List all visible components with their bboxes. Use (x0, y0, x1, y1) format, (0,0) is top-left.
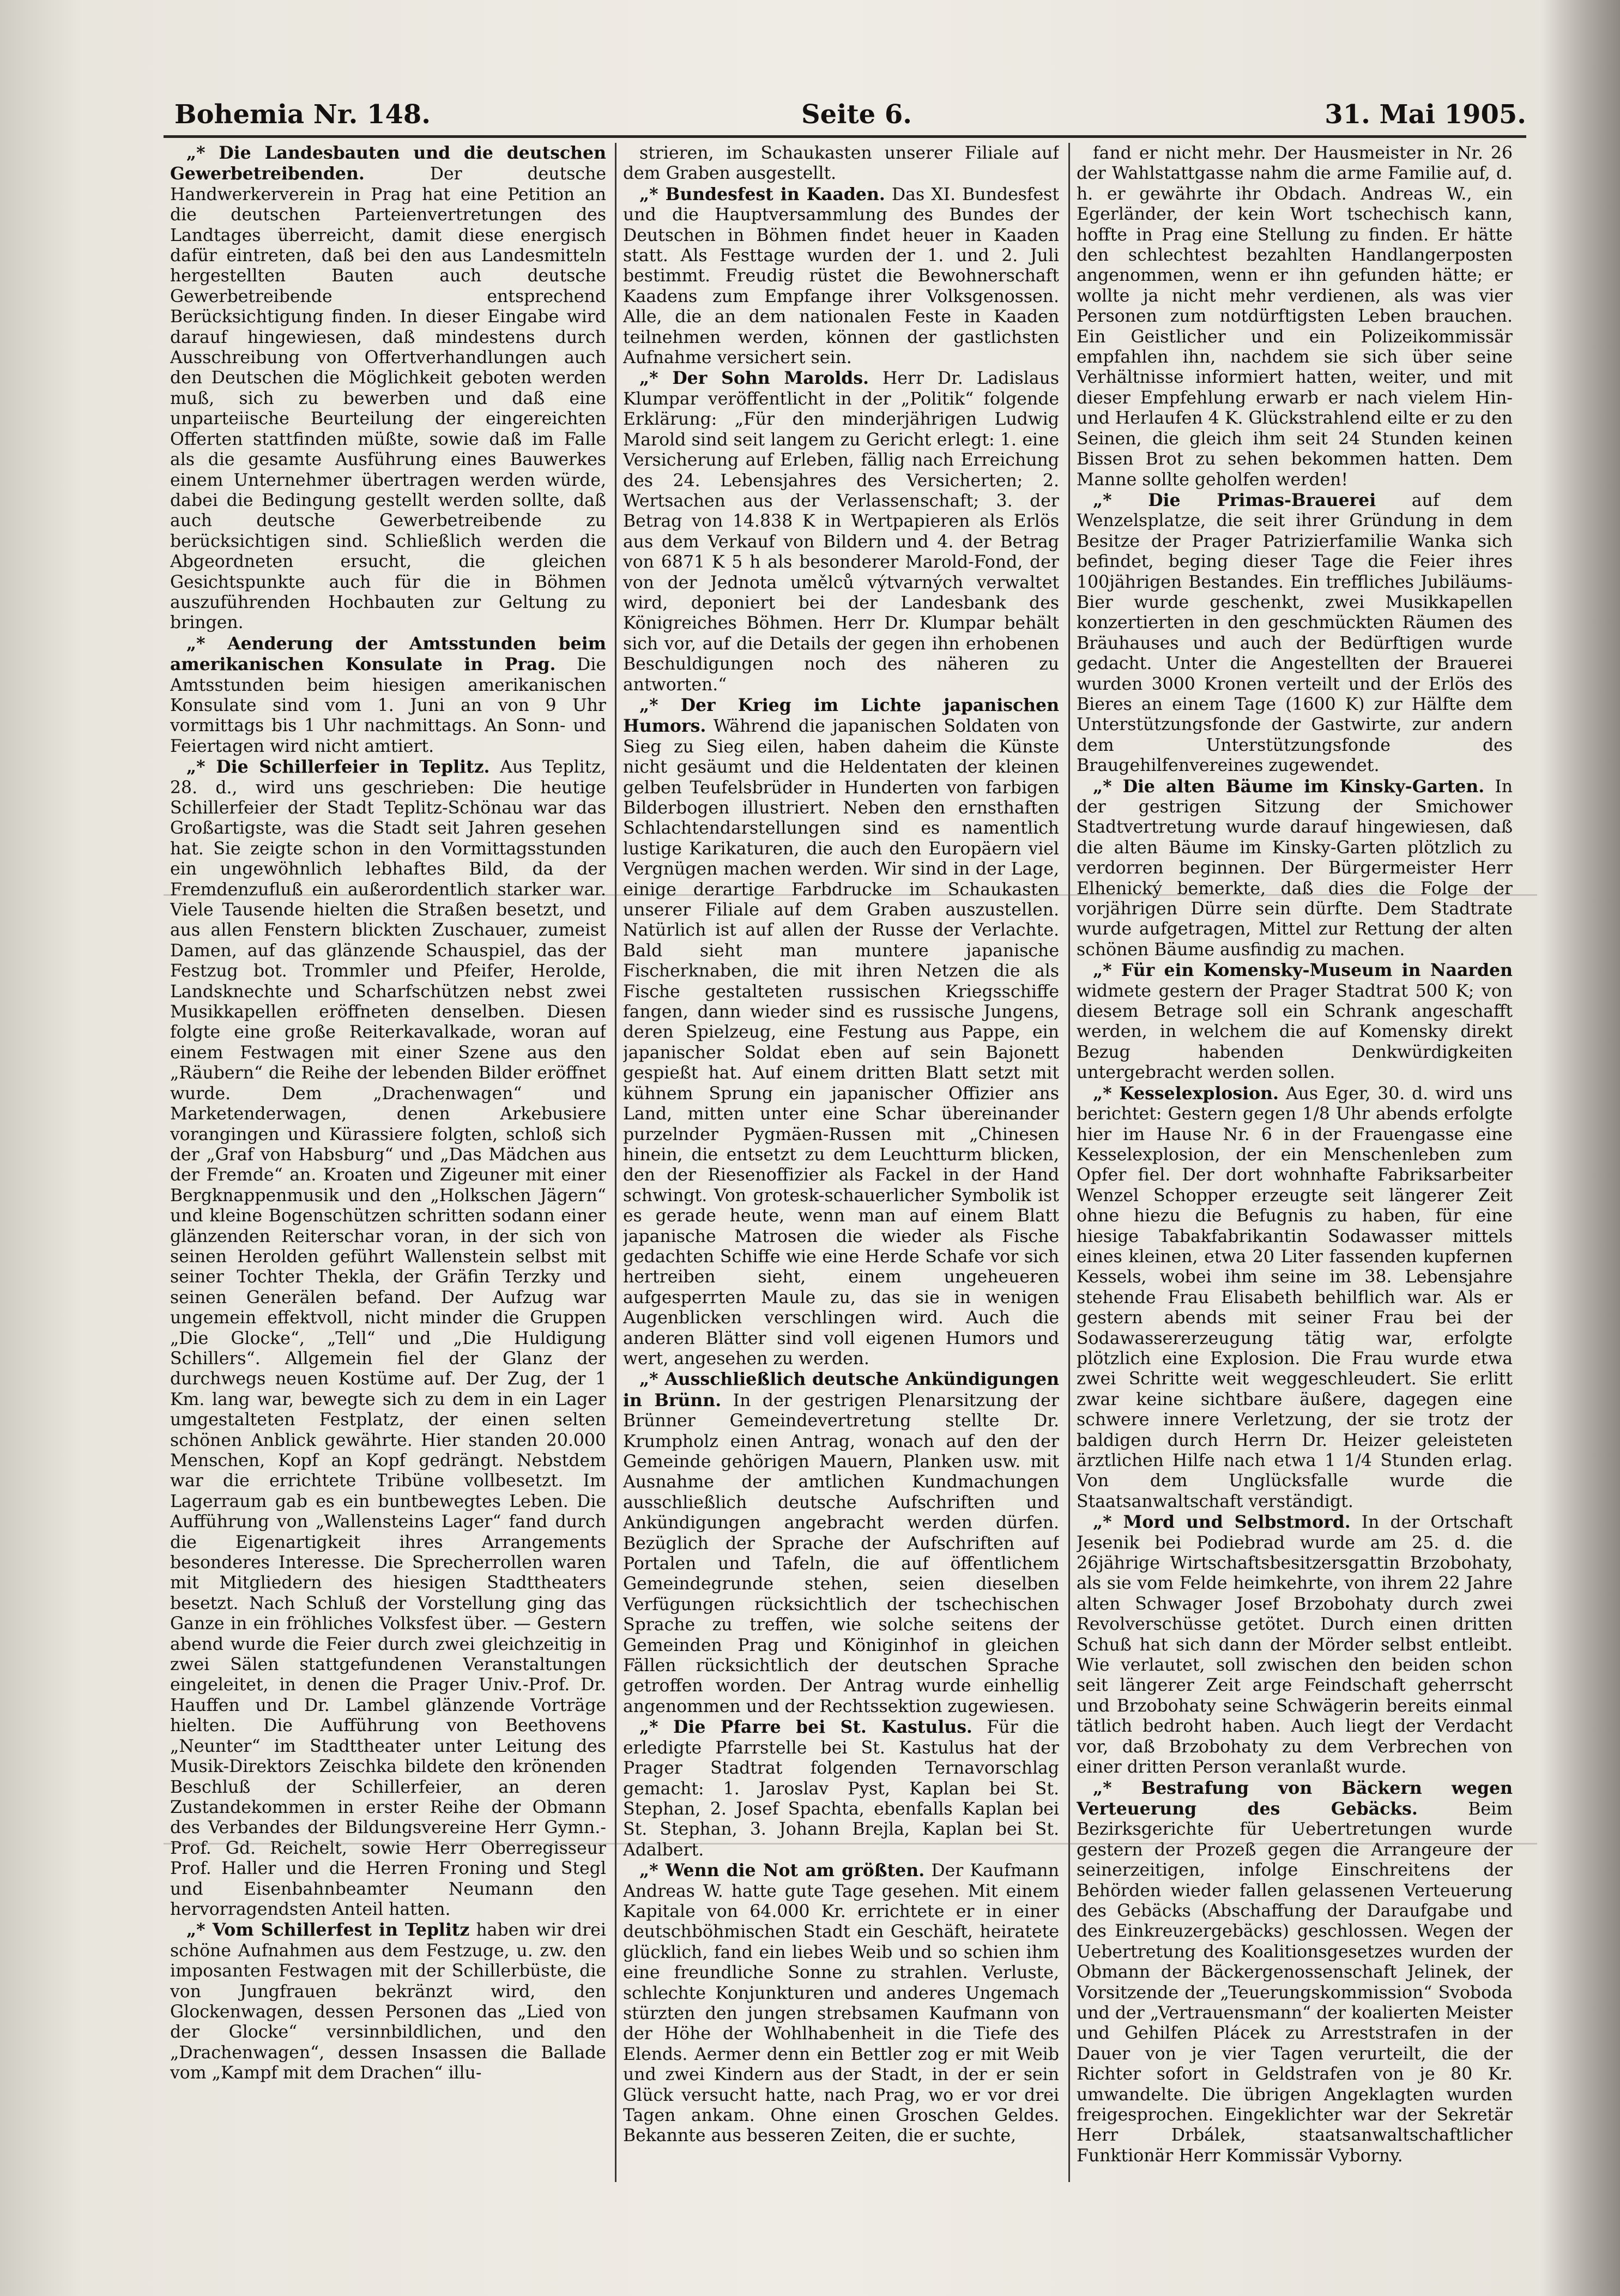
article-headline: „* Vom Schillerfest in Teplitz (186, 1920, 470, 1941)
article-headline: „* Mord und Selbstmord. (1093, 1512, 1351, 1533)
issue-date: 31. Mai 1905. (1325, 99, 1526, 130)
article (623, 1717, 1059, 1860)
article (170, 757, 606, 1920)
page-header (174, 99, 1526, 137)
article-body: Aus Eger, 30. d. wird uns berichtet: Gestern gegen 1/8 Uhr abends erfolgte hier im Hause Nr. 6 in der Frauengasse eine Kesselexplosion, der ein Menschenleben zum Opfer fiel. Der dort wohnhafte Fabriksarbeiter Wenzel Schopper erzeugte seit längerer Zeit ohne hiezu die Befugnis zu haben, für eine hiesige Tabakfabrikantin Sodawasser mittels eines kleinen, etwa 20 Liter fassenden kupfernen Kessels, wobei ihm seine im 38. Lebensjahre stehende Frau Elisabeth behilflich war. Als er gestern abends mit seiner Frau bei der Sodawassererzeugung tätig war, erfolgte plötzlich eine Explosion. Die Frau wurde etwa zwei Schritte weit weggeschleudert. Sie erlitt zwar keine sichtbare äußere, dagegen eine schwere innere Verletzung, der sie trotz der baldigen durch Herrn Dr. Heizer geleisteten ärztlichen Hilfe nach etwa 1 1/4 Stunden erlag. Von dem Unglücksfalle wurde die Staatsanwaltschaft verständigt. (1077, 1083, 1513, 1511)
article-headline: „* Der Krieg im Lichte japanischen Humors. (623, 695, 1059, 737)
article-body: Das XI. Bundesfest und die Hauptversammlung des Bundes der Deutschen in Böhmen findet heuer in Kaaden statt. Als Festtage wurden der 1. und 2. Juli bestimmt. Freudig rüstet die Bewohnerschaft Kaadens zum Empfange ihrer Volksgenossen. Alle, die an dem nationalen Feste in Kaaden teilnehmen werden, können der gastlichsten Aufnahme versichert sein. (623, 184, 1059, 368)
article (1077, 1512, 1513, 1777)
column-rule (1068, 143, 1070, 2182)
page-edge-shadow (1544, 0, 1620, 2296)
article-headline: „* Bestrafung von Bäckern wegen Verteuerung des Gebäcks. (1077, 1777, 1513, 1819)
column-3 (1077, 143, 1513, 2182)
article (623, 368, 1059, 695)
article-headline: „* Aenderung der Amtsstunden beim amerikanischen Konsulate in Prag. (170, 633, 606, 675)
article-body: Herr Dr. Ladislaus Klumpar veröffentlicht in der „Politik“ folgende Erklärung: „Für den minderjährigen Ludwig Marold sind seit langem zu Gericht erlegt: 1. eine Versicherung auf Erleben, fällig nach Erreichung des 24. Lebensjahres des Versicherten; 2. Wertsachen aus der Verlassenschaft; 3. der Betrag von 14.838 K in Wertpapieren als Erlös aus dem Verkauf von Bildern und 4. der Betrag von 6871 K 5 h als besonderer Marold-Fond, der von der Jednota umělců výtvarných verwaltet wird, deponiert bei der Landesbank des Königreiches Böhmen. Herr Dr. Klumpar behält sich vor, auf die Details der gegen ihn erhobenen Beschuldigungen noch des näheren zu antworten.“ (623, 369, 1059, 695)
article-body: Die Amtsstunden beim hiesigen amerikanischen Konsulate sind vom 1. Juni an von 9 Uhr vormittags bis 1 Uhr nachmittags. An Sonn- und Feiertagen wird nicht amtiert. (170, 655, 606, 756)
article (1077, 960, 1513, 1083)
article (1077, 1778, 1513, 2167)
article-body: In der gestrigen Plenarsitzung der Brünner Gemeindevertretung stellte Dr. Krumpholz einen Antrag, wonach auf den der Gemeinde gehörigen Mauern, Planken usw. mit Ausnahme der amtlichen Kundmachungen ausschließlich deutsche Aufschriften und Ankündigungen angebracht werden dürfen. Bezüglich der Sprache der Aufschriften auf Portalen und Tafeln, die auf öffentlichem Gemeindegrunde stehen, seien dieselben Verfügungen rücksichtlich der tschechischen Sprache zu treffen, wie solche seitens der Gemeinden Prag und Königinhof in gleichen Fällen rücksichtlich der deutschen Sprache getroffen worden. Der Antrag wurde einhellig angenommen und der Rechtssektion zugewiesen. (623, 1390, 1059, 1716)
article (1077, 143, 1513, 490)
article-headline: „* Die Primas-Brauerei (1093, 490, 1376, 510)
article-body: Während die japanischen Soldaten von Sieg zu Sieg eilen, haben daheim die Künste nicht gesäumt und die Heldentaten der kleinen gelben Teufelsbrüder in Hunderten von farbigen Bilderbogen illustriert. Neben den ernsthaften Schlachtendarstellungen sind es namentlich lustige Karikaturen, die auch den Europäern viel Vergnügen machen werden. Wir sind in der Lage, einige derartige Farbdrucke im Schaukasten unserer Filiale auf dem Graben auszustellen. Natürlich ist auf allen der Russe der Verlachte. Bald sieht man muntere japanische Fischerknaben, die mit ihren Netzen die als Fische gestalteten russischen Kriegsschiffe fangen, dann wieder sind es russische Jungens, deren Spielzeug, eine Festung aus Pappe, ein japanischer Soldat eben auf sein Bajonett gespießt hat. Auf einem dritten Blatt setzt mit kühnem Sprung ein japanischer Offizier ans Land, mitten unter eine Schar übereinander purzelnder Pygmäen-Russen mit „Chinesen hinein, die entsetzt zu dem Leuchtturm blicken, den der Riesenoffizier als Fackel in der Hand schwingt. Von grotesk-schauerlicher Symbolik ist es gerade heute, wenn man auf einem Blatt japanische Matrosen die wieder als Fische gedachten Schiffe wie eine Herde Schafe vor sich hertreiben sieht, einem ungeheueren aufgesperrten Maule zu, das sie in wenigen Augenblicken verschlingen wird. Auch die anderen Blätter sind voll eigenen Humors und wert, angesehen zu werden. (623, 716, 1059, 1369)
article (170, 1920, 606, 2083)
article-headline: „* Die Pfarre bei St. Kastulus. (639, 1717, 972, 1738)
article-body: In der Ortschaft Jesenik bei Podiebrad wurde am 25. d. die 26jährige Wirtschaftsbesitzersgattin Brzobohaty, als sie vom Felde heimkehrte, von ihrem 22 Jahre alten Schwager Josef Brzobohaty durch zwei Revolverschüsse getötet. Durch einen dritten Schuß hat sich dann der Mörder selbst entleibt. Wie verlautet, soll zwischen den beiden schon seit längerer Zeit arge Feindschaft geherrscht und Brzobohaty seine Schwägerin bereits einmal tätlich bedroht haben. Auch liegt der Verdacht vor, daß Brzobohaty zu dem Verbrechen von einer dritten Person veranlaßt wurde. (1077, 1512, 1513, 1777)
article-headline: „* Der Sohn Marolds. (639, 368, 869, 389)
article-headline: „* Für ein Komensky-Museum in Naarden (1093, 960, 1513, 981)
column-rule (615, 143, 616, 2182)
paper-fold-line (164, 894, 1537, 896)
article-headline: „* Die Landesbauten und die deutschen Gewerbetreibenden. (170, 143, 606, 184)
article-headline: „* Wenn die Not am größten. (639, 1860, 925, 1881)
article (1077, 490, 1513, 776)
article-body: auf dem Wenzelsplatze, die seit ihrer Gründung in dem Besitze der Prager Patrizierfamilie Wanka sich befindet, beging dieser Tage die Feier ihres 100jährigen Bestandes. Ein treffliches Jubiläums-Bier wurde geschenkt, zwei Musikkapellen konzertierten in den geschmückten Räumen des Bräuhauses und auch der Bedürftigen wurde gedacht. Unter die Angestellten der Brauerei wurden 3000 Kronen verteilt und der Erlös des Bieres an einem Tage (1600 K) zur Hälfte dem Unterstützungsfonde der Gastwirte, zur andern dem Unterstützungsfonde des Braugehilfenvereines zugewendet. (1077, 490, 1513, 776)
article-headline: „* Die alten Bäume im Kinsky-Garten. (1093, 776, 1485, 797)
article (623, 184, 1059, 369)
article-body: strieren, im Schaukasten unserer Filiale auf dem Graben ausgestellt. (623, 143, 1059, 184)
article (623, 143, 1059, 184)
article-body: Der deutsche Handwerkerverein in Prag hat eine Petition an die deutschen Parteienvertretungen des Landtages überreicht, damit diese energisch dafür eintreten, daß bei den aus Landesmitteln hergestellten Bauten auch deutsche Gewerbetreibende entsprechend Berücksichtigung finden. In dieser Eingabe wird darauf hingewiesen, daß mindestens durch Ausschreibung von Offertverhandlungen auch den Deutschen die Möglichkeit geboten werden muß, sich zu bewerben und daß eine unparteiische Beurteilung der eingereichten Offerten stattfinden müßte, sowie daß im Falle als die gesamte Ausführung eines Bauwerkes einem Unternehmer übertragen werden würde, dabei die Bedingung gestellt werden sollte, daß auch deutsche Gewerbetreibende zu berücksichtigen sind. Schließlich werden die Abgeordneten ersucht, die gleichen Gesichtspunkte auch für die in Böhmen auszuführenden Hochbauten zur Geltung zu bringen. (170, 164, 606, 633)
header-rule (164, 135, 1526, 138)
page-number: Seite 6. (801, 99, 912, 130)
article-body: widmete gestern der Prager Stadtrat 500 K; von diesem Betrage soll ein Schrank angeschafft werden, in welchem die auf Komensky direkt Bezug habenden Denkwürdigkeiten untergebracht werden sollen. (1077, 981, 1513, 1083)
issue-label: Bohemia Nr. 148. (174, 99, 431, 130)
article (1077, 776, 1513, 961)
article-body: Aus Teplitz, 28. d., wird uns geschrieben: Die heutige Schillerfeier der Stadt Teplitz-Schönau war das Großartigste, was die Stadt seit Jahren gesehen hat. Sie zeigte schon in den Vormittagsstunden ein ungewöhnlich lebhaftes Bild, da der Fremdenzufluß ein außerordentlich starker war. Viele Tausende hielten die Straßen besetzt, und aus allen Fenstern blickten Zuschauer, zumeist Damen, auf das glänzende Schauspiel, das der Festzug bot. Trommler und Pfeifer, Herolde, Landsknechte und Scharfschützen nebst zwei Musikkapellen eröffneten denselben. Diesen folgte eine große Reiterkavalkade, woran auf einem Festwagen mit einer Szene aus den „Räubern“ die Reihe der lebenden Bilder eröffnet wurde. Dem „Drachenwagen“ und Marketenderwagen, denen Arkebusiere vorangingen und Kürassiere folgten, schloß sich der „Graf von Habsburg“ und „Das Mädchen aus der Fremde“ an. Kroaten und Zigeuner mit einer Bergknappenmusik und den „Holkschen Jägern“ und kleine Bogenschützen schritten sodann einer glänzenden Reiterschar voran, in der sich von seinen Herolden geführt Wallenstein selbst mit seiner Tochter Thekla, der Gräfin Terzky und seinen Generälen befand. Der Aufzug war ungemein effektvoll, nicht minder die Gruppen „Die Glocke“, „Tell“ und „Die Huldigung Schillers“. Allgemein fiel der Glanz der durchwegs neuen Kostüme auf. Der Zug, der 1 Km. lang war, bewegte sich zu dem in ein Lager umgestalteten Festplatz, der einen selten schönen Anblick gewährte. Hier standen 20.000 Menschen, Kopf an Kopf gedrängt. Nebstdem war die errichtete Tribüne vollbesetzt. Im Lagerraum gab es ein buntbewegtes Leben. Die Aufführung von „Wallensteins Lager“ fand durch die Eigenartigkeit ihres Arrangements besonderes Interesse. Die Sprecherrollen waren mit Mitgliedern des hiesigen Stadttheaters besetzt. Nach Schluß der Vorstellung ging das Ganze in ein fröhliches Volksfest über. — Gestern abend wurde die Feier durch zwei gleichzeitig in zwei Sälen stattgefundenen Veranstaltungen eingeleitet, in denen die Prager Univ.-Prof. Dr. Hauffen und Dr. Lambel glänzende Vorträge hielten. Die Aufführung von Beethovens „Neunter“ im Stadttheater unter Leitung des Musik-Direktors Zeischka bildete den krönenden Beschluß der Schillerfeier, an deren Zustandekommen in erster Reihe der Obmann des Verbandes der Bildungsvereine Herr Gymn.-Prof. Gd. Reichelt, sowie Herr Oberregisseur Prof. Haller und die Herren Froning und Stegl und Eisenbahnbeamter Neumann den hervorragendsten Anteil hatten. (170, 757, 606, 1919)
article-headline: „* Bundesfest in Kaaden. (639, 184, 885, 204)
paper-fold-line (164, 1843, 1537, 1845)
article (623, 1369, 1059, 1717)
article (623, 695, 1059, 1369)
article-body: Beim Bezirksgerichte für Uebertretungen wurde gestern der Prozeß gegen die Arrangeure der seinerzeitigen, infolge Einschreitens der Behörden wieder fallen gelassenen Verteuerung des Gebäcks (Abschaffung der Daraufgabe und des Einkreuzergebäcks) geschlossen. Wegen der Uebertretung des Koalitionsgesetzes wurden der Obmann der Bäckergenossenschaft Jelinek, der Vorsitzende der „Teuerungskommission“ Svoboda und der „Vertrauensmann“ der koalierten Meister und Gehilfen Plácek zu Arreststrafen in der Dauer von je vier Tagen verurteilt, die der Richter sofort in Geldstrafen von je 80 Kr. umwandelte. Die übrigen Angeklagten wurden freigesprochen. Eingeklichter war der Sekretär Herr Drbálek, staatsanwaltschaftlicher Funktionär Herr Kommissär Vyborny. (1077, 1799, 1513, 2166)
article-body: Für die erledigte Pfarrstelle bei St. Kastulus hat der Prager Stadtrat folgenden Ternavorschlag gemacht: 1. Jaroslav Pyst, Kaplan bei St. Stephan, 2. Josef Spachta, ebenfalls Kaplan bei St. Stephan, 3. Johann Brejla, Kaplan bei St. Adalbert. (623, 1718, 1059, 1860)
article (1077, 1083, 1513, 1512)
column-2 (623, 143, 1059, 2182)
article (170, 634, 606, 757)
article-body: haben wir drei schöne Aufnahmen aus dem Festzuge, u. zw. den imposanten Festwagen mit der Schillerbüste, die von Jungfrauen bekränzt wird, den Glockenwagen, dessen Personen das „Lied von der Glocke“ versinnbildlichen, und den „Drachenwagen“, dessen Insassen die Ballade vom „Kampf mit dem Drachen“ illu- (170, 1920, 606, 2083)
article-body: fand er nicht mehr. Der Hausmeister in Nr. 26 der Wahlstattgasse nahm die arme Familie auf, d. h. er gewährte ihr Obdach. Andreas W., ein Egerländer, der kein Wort tschechisch kann, hoffte in Prag eine Stellung zu finden. Er hätte den schlechtest bezahlten Handlangerposten angenommen, wenn er ihn gefunden hätte; er wollte ja nicht mehr verdienen, als was vier Personen zum notdürftigsten Leben brauchen. Ein Geistlicher und ein Polizeikommissär empfahlen ihn, nachdem sie sich über seine Verhältnisse informiert hatten, weiter, und mit dieser Empfehlung erwarb er nach vielem Hin- und Herlaufen 4 K. Glückstrahlend eilte er zu den Seinen, die gleich ihm seit 24 Stunden keinen Bissen Brot zu sehen bekommen hatten. Dem Manne sollte geholfen werden! (1077, 143, 1513, 490)
article-body: Der Kaufmann Andreas W. hatte gute Tage gesehen. Mit einem Kapitale von 64.000 Kr. errichtete er in einer deutschböhmischen Stadt ein Geschäft, heiratete glücklich, fand ein liebes Weib und so schien ihm eine freundliche Sonne zu strahlen. Verluste, schlechte Konjunkturen und anderes Ungemach stürzten den jungen strebsamen Kaufmann von der Höhe der Wohlhabenheit in die Tiefe des Elends. Aermer denn ein Bettler zog er mit Weib und zwei Kindern aus der Stadt, in der er sein Glück versucht hatte, nach Prag, wo er vor drei Tagen ankam. Ohne einen Groschen Geldes. Bekannte aus besseren Zeiten, die er suchte, (623, 1861, 1059, 2146)
article (623, 1860, 1059, 2147)
article-headline: „* Kesselexplosion. (1093, 1083, 1279, 1104)
column-1 (170, 143, 606, 2182)
article-headline: „* Die Schillerfeier in Teplitz. (186, 757, 490, 778)
article-body: In der gestrigen Sitzung der Smichower Stadtvertretung wurde darauf hingewiesen, daß die alten Bäume im Kinsky-Garten plötzlich zu verdorren beginnen. Der Bürgermeister Herr Elhenický bemerkte, daß dies die Folge der vorjährigen Dürre sein dürfte. Dem Stadtrate wurde aufgetragen, Mittel zur Rettung der alten schönen Bäume ausfindig zu machen. (1077, 776, 1513, 960)
article (170, 143, 606, 634)
article-headline: „* Ausschließlich deutsche Ankündigungen in Brünn. (623, 1369, 1059, 1411)
